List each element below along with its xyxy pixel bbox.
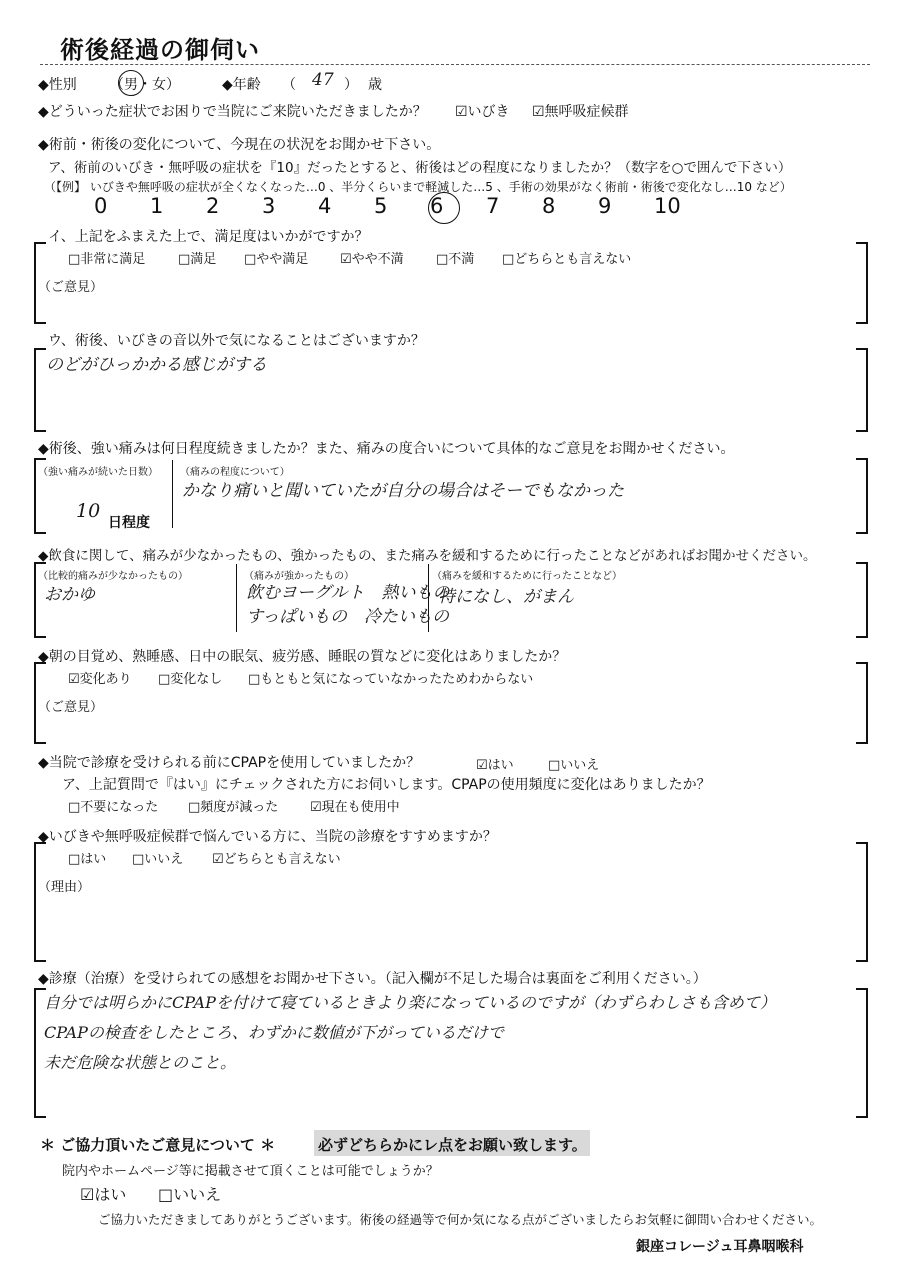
other-box-left <box>34 348 46 432</box>
cpap-sub-question: ア、上記質問で『はい』にチェックされた方にお伺いします。CPAPの使用頻度に変化はありましたか？ <box>62 777 711 793</box>
gender-selected-circle <box>118 70 144 96</box>
scale-10[interactable]: 10 <box>654 194 681 218</box>
change-heading: ◆術前・術後の変化について、今現在の状況をお聞かせ下さい。 <box>38 137 441 153</box>
food-relief-label: （痛みを緩和するために行ったことなど） <box>432 571 622 582</box>
impression-question: ◆診療（治療）を受けられての感想をお聞かせ下さい。（記入欄が不足した場合は裏面をご利用ください。） <box>38 971 707 987</box>
consent-highlight: 必ずどちらかにレ点をお願い致します。 <box>318 1136 587 1154</box>
age-open: （ <box>282 77 296 93</box>
cpap-no[interactable]: □いいえ <box>548 758 600 773</box>
cpap-less-often[interactable]: □頻度が減った <box>188 800 279 815</box>
pain-degree-answer[interactable]: かなり痛いと聞いていたが自分の場合はそーでもなかった <box>182 481 624 501</box>
consent-heading: ＊ ご協力頂いたご意見について ＊ <box>40 1136 276 1154</box>
symptoms-question: ◆どういった症状でお困りで当院にご来院いただきましたか？ <box>38 104 427 120</box>
food-less-label: （比較的痛みが少なかったもの） <box>38 571 188 582</box>
satisfaction-box-right <box>856 242 868 324</box>
recommend-yes[interactable]: □はい <box>68 852 107 867</box>
gender-options[interactable]: （男・女） <box>110 77 180 93</box>
recommend-box-left <box>34 842 46 962</box>
food-box-right <box>856 562 868 638</box>
other-answer[interactable]: のどがひっかかる感じがする <box>46 355 267 375</box>
scale-6[interactable]: 6 <box>430 194 444 218</box>
food-less-answer[interactable]: おかゆ <box>44 585 95 605</box>
title-underline <box>40 64 870 65</box>
scale-4[interactable]: 4 <box>318 194 332 218</box>
page-title: 術後経過の御伺い <box>60 36 260 64</box>
food-strong-label: （痛みが強かったもの） <box>244 571 354 582</box>
recommend-neither[interactable]: ☑どちらとも言えない <box>212 852 341 867</box>
gender-label: ◆性別 <box>38 77 77 93</box>
thanks-text: ご協力いただきましてありがとうございます。術後の経過等で何か気になる点がございましたらお気軽に御問い合わせください。 <box>98 1212 823 1227</box>
consent-question: 院内やホームページ等に掲載させて頂くことは可能でしょうか？ <box>62 1164 439 1179</box>
age-value[interactable]: 47 <box>312 70 334 90</box>
sleep-unknown[interactable]: □もともと気になっていなかったためわからない <box>248 672 534 687</box>
sleep-question: ◆朝の目覚め、熟睡感、日中の眠気、疲労感、睡眠の質などに変化はありましたか？ <box>38 649 567 665</box>
food-divider-1 <box>236 564 237 632</box>
satisfaction-somewhat-unsatisfied[interactable]: ☑やや不満 <box>340 252 404 267</box>
scale-3[interactable]: 3 <box>262 194 276 218</box>
clinic-name: 銀座コレージュ耳鼻咽喉科 <box>636 1239 804 1255</box>
pain-days-unit: 日程度 <box>108 515 150 531</box>
satisfaction-satisfied[interactable]: □満足 <box>178 252 217 267</box>
sleep-box-right <box>856 662 868 744</box>
impression-box-right <box>856 988 868 1118</box>
cpap-not-needed[interactable]: □不要になった <box>68 800 159 815</box>
impression-line2[interactable]: CPAPの検査をしたところ、わずかに数値が下がっているだけで <box>44 1023 504 1042</box>
symptoms-apnea-checkbox[interactable]: ☑無呼吸症候群 <box>532 104 629 120</box>
satisfaction-opinion-label: （ご意見） <box>38 280 104 295</box>
other-question: ウ、術後、いびきの音以外で気になることはございますか？ <box>48 333 425 349</box>
satisfaction-somewhat-satisfied[interactable]: □やや満足 <box>244 252 309 267</box>
scale-7[interactable]: 7 <box>486 194 500 218</box>
change-scale <box>94 194 710 218</box>
pain-days-value[interactable]: 10 <box>76 500 101 522</box>
other-box-right <box>856 348 868 432</box>
age-unit: 歳 <box>368 77 382 93</box>
pain-days-label: （強い痛みが続いた日数） <box>38 467 158 478</box>
recommend-question: ◆いびきや無呼吸症候群で悩んでいる方に、当院の診療をすすめますか？ <box>38 829 497 845</box>
scale-9[interactable]: 9 <box>598 194 612 218</box>
satisfaction-question: イ、上記をふまえた上で、満足度はいかがですか？ <box>48 229 369 245</box>
recommend-reason-label: （理由） <box>38 880 91 895</box>
age-label: ◆年齢 <box>222 77 261 93</box>
scale-5[interactable]: 5 <box>374 194 388 218</box>
satisfaction-unsatisfied[interactable]: □不満 <box>436 252 475 267</box>
change-example: （【例】 いびきや無呼吸の症状が全くなくなった…0 、半分くらいまで軽減した…5 、手術の効果がなく術前・術後で変化なし…10 など） <box>44 180 792 194</box>
pain-degree-label: （痛みの程度について） <box>180 467 290 478</box>
sleep-opinion-label: （ご意見） <box>38 700 104 715</box>
recommend-no[interactable]: □いいえ <box>132 852 184 867</box>
impression-line3[interactable]: 未だ危険な状態とのこと。 <box>44 1053 237 1072</box>
food-strong-line2[interactable]: すっぱいもの 冷たいもの <box>246 607 449 627</box>
scale-1[interactable]: 1 <box>150 194 164 218</box>
impression-line1[interactable]: 自分では明らかにCPAPを付けて寝ているときより楽になっているのですが（わずらわしさも含めて） <box>44 993 776 1012</box>
scale-selected-circle <box>428 192 460 224</box>
pain-divider <box>172 460 173 528</box>
satisfaction-neither[interactable]: □どちらとも言えない <box>502 252 632 267</box>
cpap-yes[interactable]: ☑はい <box>476 758 514 773</box>
scale-2[interactable]: 2 <box>206 194 220 218</box>
sleep-no-change[interactable]: □変化なし <box>158 672 223 687</box>
cpap-still-using[interactable]: ☑現在も使用中 <box>310 800 400 815</box>
scale-8[interactable]: 8 <box>542 194 556 218</box>
food-question: ◆飲食に関して、痛みが少なかったもの、強かったもの、また痛みを緩和するために行ったことなどがあればお聞かせください。 <box>38 548 817 564</box>
satisfaction-very-satisfied[interactable]: □非常に満足 <box>68 252 146 267</box>
symptoms-snoring-checkbox[interactable]: ☑いびき <box>455 104 510 120</box>
consent-no[interactable]: □いいえ <box>158 1185 222 1204</box>
age-close: ） <box>344 77 358 93</box>
consent-yes[interactable]: ☑はい <box>80 1185 127 1204</box>
food-relief-answer[interactable]: 特になし、がまん <box>438 587 574 607</box>
change-a-question: ア、術前のいびき・無呼吸の症状を『10』だったとすると、術後はどの程度になりましたか？（数字を○で囲んで下さい） <box>48 160 792 176</box>
scale-0[interactable]: 0 <box>94 194 108 218</box>
cpap-question: ◆当院で診療を受けられる前にCPAPを使用していましたか？ <box>38 755 421 771</box>
food-strong-line1[interactable]: 飲むヨーグルト 熱いもの <box>246 583 450 603</box>
sleep-changed[interactable]: ☑変化あり <box>68 672 132 687</box>
pain-box-right <box>856 458 868 534</box>
recommend-box-right <box>856 842 868 962</box>
pain-question: ◆術後、強い痛みは何日程度続きましたか？また、痛みの度合いについて具体的なご意見をお聞かせください。 <box>38 441 735 457</box>
